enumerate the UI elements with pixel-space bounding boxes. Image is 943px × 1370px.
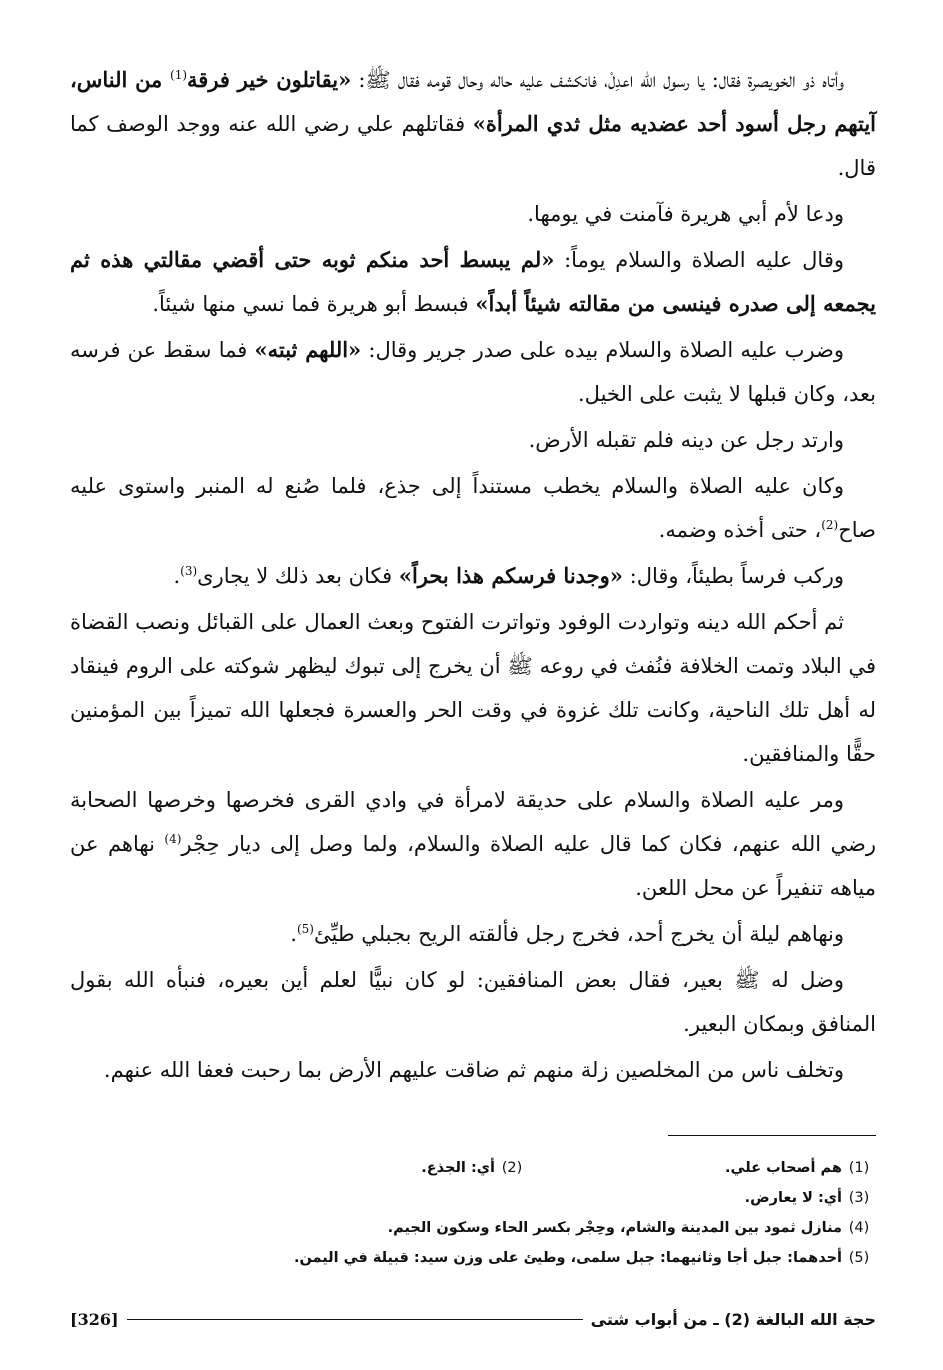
hadith-quote: «يقاتلون خير فرقة: [187, 67, 352, 92]
text-run: وارتد رجل عن دينه فلم تقبله الأرض.: [528, 428, 844, 452]
footnote-text: منازل ثمود بين المدينة والشام، وحِجْر بكسر الحاء وسكون الجيم.: [387, 1220, 842, 1236]
text-run: ودعا لأم أبي هريرة فآمنت في يومها.: [527, 202, 844, 226]
text-run: فبسط أبو هريرة فما نسي منها شيئاً.: [152, 292, 476, 316]
hadith-quote: «لم يبسط أحد منكم ثوبه حتى أقضي مقالتي هذه ثم يجمعه إلى صدره فينسى من مقالته شيئاً أبداً»: [70, 247, 876, 316]
text-run: فما سقط عن فرسه بعد، وكان قبلها لا يثبت على الخيل.: [70, 338, 876, 406]
text-run: فقاتلهم علي رضي الله عنه ووجد الوصف كما قال.: [70, 112, 876, 180]
footnote-number: (4): [848, 1220, 870, 1236]
page-footer: [70, 1304, 876, 1334]
text-run: ثم أحكم الله دينه وتواردت الوفود وتواترت الفتوح وبعث العمال على القبائل ونصب القضاة في البلاد وتمت الخلافة فنُفث في روعه ﷺ أن يخرج إلى تبوك ليظهر شوكته على الروم فينقاد له أهل تلك الناحية، وكانت تلك غزوة في وقت الحر والعسرة فجعلها الله تميزاً بين المؤمنين حقًّا والمنافقين.: [70, 610, 876, 766]
footnote-reference: (3): [180, 564, 198, 578]
page-number: [326]: [70, 1309, 119, 1329]
footnote-reference: (5): [296, 922, 314, 936]
footnote-row: [70, 1183, 876, 1213]
text-run: وتخلف ناس من المخلصين زلة منهم ثم ضاقت عليهم الأرض بما رحبت فعفا الله عنهم.: [103, 1058, 844, 1082]
body-paragraph: [70, 58, 876, 190]
footnote-number: (5): [848, 1250, 870, 1266]
footer-rule: [127, 1319, 583, 1320]
footnote-text: أي: لا يعارض.: [744, 1190, 842, 1206]
text-run: نهاهم عن مياهه تنفيراً عن محل اللعن.: [70, 832, 876, 900]
footnote-separator: [668, 1135, 876, 1136]
body-paragraph: [70, 328, 876, 416]
body-paragraph: [70, 192, 876, 236]
text-run: فكان بعد ذلك لا يجارى: [197, 564, 399, 588]
body-paragraph: [70, 418, 876, 462]
footnote-text: أحدهما: جبل أجا وثانيهما: جبل سلمى، وطيئ على وزن سيد: قبيلة في اليمن.: [293, 1250, 842, 1266]
footnote-text: هم أصحاب علي.: [725, 1160, 842, 1176]
document-page: [70, 58, 876, 1338]
text-run: ومر عليه الصلاة والسلام على حديقة لامرأة في وادي القرى فخرصها وخرصها الصحابة رضي الله عنهم، فكان كما قال عليه الصلاة والسلام، ولما وصل إلى ديار حِجْر: [70, 788, 877, 856]
text-run: .: [173, 564, 181, 588]
footnote-number: (2): [501, 1160, 523, 1176]
text-run: .: [290, 922, 297, 946]
body-paragraph: [70, 238, 876, 326]
body-paragraph: [70, 912, 876, 956]
text-run: وركب فرساً بطيئاً، وقال:: [622, 564, 844, 588]
body-paragraph: [70, 600, 876, 776]
footnote-number: (1): [848, 1160, 870, 1176]
text-run: وأتاه ذو الخويصرة فقال: يا رسول الله اعدِلْ، فانكشف عليه حاله وحال قومه فقال ﷺ:: [351, 68, 844, 92]
text-run: وضرب عليه الصلاة والسلام بيده على صدر جرير وقال:: [361, 338, 844, 362]
footnote-row: [70, 1243, 876, 1273]
text-run: وقال عليه الصلاة والسلام يوماً:: [554, 248, 845, 272]
footnote-reference: (4): [164, 832, 182, 846]
footnote-reference: (1): [170, 68, 188, 82]
body-paragraph: [70, 958, 876, 1046]
running-title: حجة الله البالغة (2) ـ من أبواب شتى: [590, 1309, 876, 1329]
body-paragraph: [70, 1048, 876, 1092]
footnote-row: [70, 1213, 876, 1243]
hadith-quote: «اللهم ثبته»: [254, 337, 362, 362]
text-run: وكان عليه الصلاة والسلام يخطب مستنداً إلى جذع، فلما صُنع له المنبر واستوى عليه صاح: [70, 474, 876, 542]
body-paragraph: [70, 464, 876, 552]
text-run: ، حتى أخذه وضمه.: [658, 518, 822, 542]
text-run: وضل له ﷺ بعير، فقال بعض المنافقين: لو كان نبيًّا لعلم أين بعيره، فنبأه الله بقول المنافق وبمكان البعير.: [70, 968, 876, 1036]
hadith-quote: «وجدنا فرسكم هذا بحراً»: [398, 563, 623, 588]
footnotes: [70, 1153, 876, 1273]
footnote-row: [70, 1153, 876, 1183]
footnote-number: (3): [848, 1190, 870, 1206]
footnote-text: أي: الجذع.: [421, 1160, 496, 1176]
body-paragraph: [70, 554, 876, 598]
hadith-quote: من الناس، آيتهم رجل أسود أحد عضديه مثل ثدي المرأة»: [70, 67, 876, 136]
body-paragraph: [70, 778, 876, 910]
body-text: [70, 58, 876, 1092]
footnote-reference: (2): [821, 518, 839, 532]
text-run: ونهاهم ليلة أن يخرج أحد، فخرج رجل فألقته الريح بجبلي طيِّئ: [313, 922, 844, 946]
